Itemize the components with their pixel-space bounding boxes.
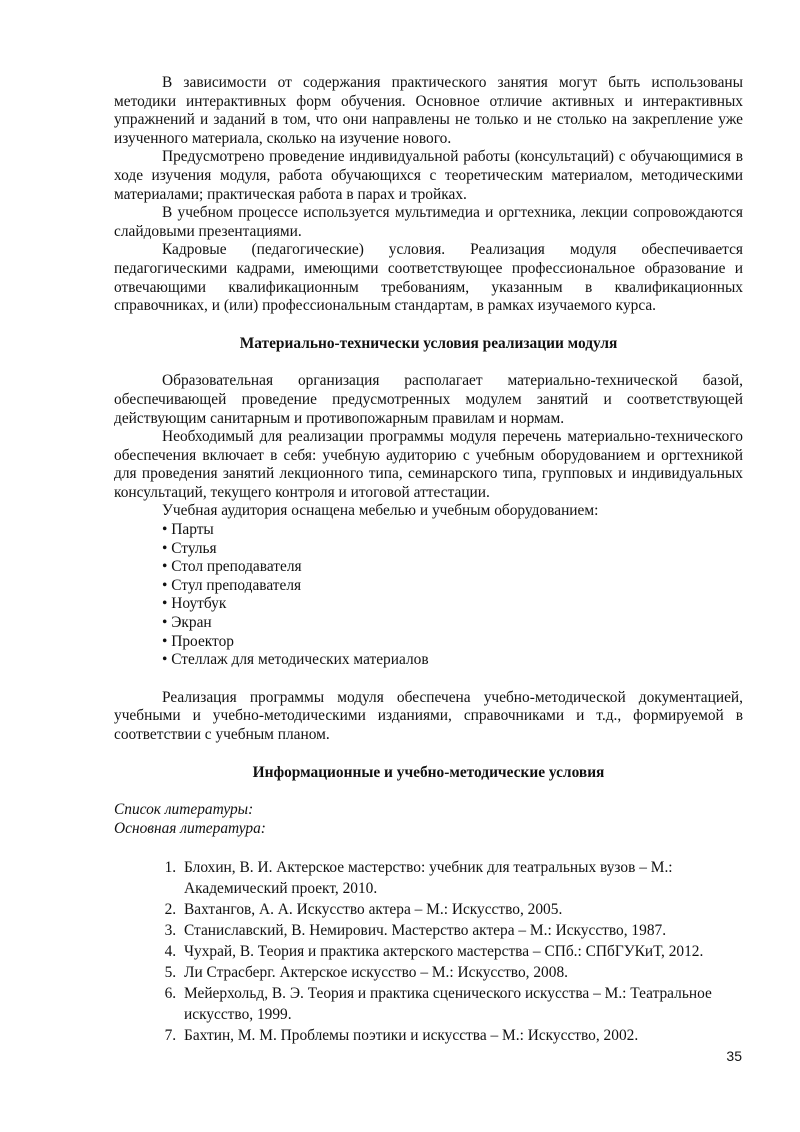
main-literature-label: Основная литература: — [114, 819, 266, 837]
heading-material-conditions: Материально-технически условия реализации модуля — [239, 334, 618, 352]
reference-item: 3. Станиславский, В. Немирович. Мастерство актера – М.: Искусство, 1987. — [180, 920, 743, 941]
reference-item: 1. Блохин, В. И. Актерское мастерство: учебник для театральных вузов – М.: Академический проект, 2010. — [180, 857, 743, 899]
paragraph-staff-conditions: Кадровые (педагогические) условия. Реализация модуля обеспечивается педагогическими кадрами, имеющими соответствующее профессиональное образование и отвечающими квалификационным требованиям, указанным в квалификационных справочниках, и (или) профессиональным стандартам, в рамках изучаемого курса. — [114, 241, 743, 315]
document-page — [114, 74, 743, 1046]
paragraph-material-base: Образовательная организация располагает материально-технической базой, обеспечивающей проведение предусмотренных модулем занятий и соответствующей действующим санитарным и противопожарным правилам и нормам. — [114, 372, 743, 427]
paragraph-material-list-intro: Необходимый для реализации программы модуля перечень материально-технического обеспечения включает в себя: учебную аудиторию с учебным оборудованием и оргтехникой для проведения занятий лекционного типа, семинарского типа, групповых и индивидуальных консультаций, текущего контроля и итоговой аттестации. — [114, 428, 743, 501]
list-item: • Ноутбук — [162, 595, 743, 614]
reference-item: 2. Вахтангов, А. А. Искусство актера – М.: Искусство, 2005. — [180, 899, 743, 920]
paragraph-interactive-methods: В зависимости от содержания практического занятия могут быть использованы методики интерактивных форм обучения. Основное отличие активных и интерактивных упражнений и заданий в том, что они направлены не только и не столько на закрепление уже изученного материала, сколько на изучение нового. — [114, 74, 743, 147]
paragraph-multimedia: В учебном процессе используется мультимедиа и оргтехника, лекции сопровождаются слайдовыми презентациями. — [114, 204, 743, 240]
reference-item: 5. Ли Страсберг. Актерское искусство – М.: Искусство, 2008. — [180, 962, 743, 983]
list-item: • Стулья — [162, 540, 743, 559]
list-item: • Проектор — [162, 633, 743, 652]
reference-item: 6. Мейерхольд, В. Э. Теория и практика сценического искусства – М.: Театральное искусство, 1999. — [180, 983, 743, 1025]
heading-info-conditions: Информационные и учебно-методические условия — [252, 763, 605, 781]
reference-item: 4. Чухрай, В. Теория и практика актерского мастерства – СПб.: СПбГУКиТ, 2012. — [180, 941, 743, 962]
paragraph-classroom: Учебная аудитория оснащена мебелью и учебным оборудованием: — [162, 502, 599, 520]
paragraph-documentation: Реализация программы модуля обеспечена учебно-методической документацией, учебными и учебно-методическими изданиями, справочниками и т.д., формируемой в соответствии с учебным планом. — [114, 688, 743, 743]
references-list — [114, 857, 743, 1046]
list-item: • Стол преподавателя — [162, 558, 743, 577]
page-number: 35 — [726, 1048, 742, 1064]
equipment-list — [114, 521, 743, 670]
list-item: • Экран — [162, 614, 743, 633]
reference-item: 7. Бахтин, М. М. Проблемы поэтики и искусства – М.: Искусство, 2002. — [180, 1025, 743, 1046]
list-item: • Парты — [162, 521, 743, 540]
paragraph-individual-work: Предусмотрено проведение индивидуальной работы (консультаций) с обучающимися в ходе изучения модуля, работа обучающихся с теоретическим материалом, методическими материалами; практическая работа в парах и тройках. — [114, 148, 743, 203]
list-item: • Стеллаж для методических материалов — [162, 651, 743, 670]
literature-label: Список литературы: — [114, 801, 254, 819]
list-item: • Стул преподавателя — [162, 577, 743, 596]
